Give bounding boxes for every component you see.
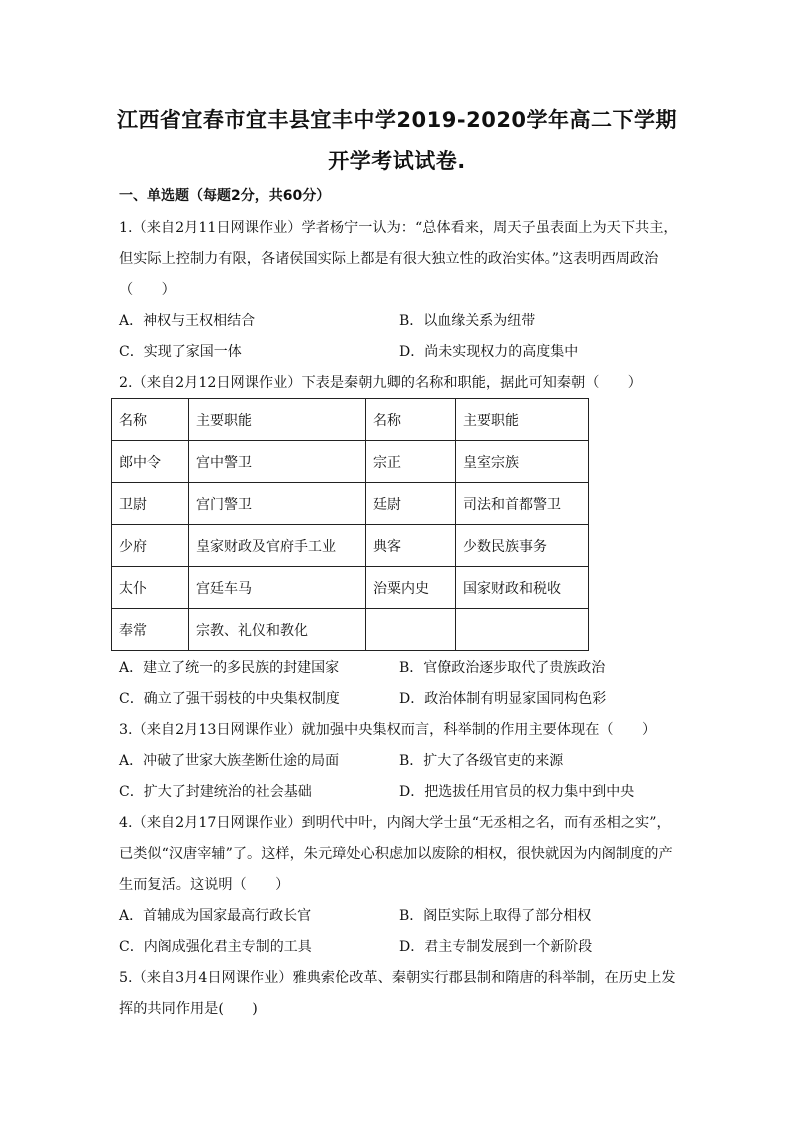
q5-stem-line2: 挥的共同作用是( ): [119, 1001, 258, 1017]
q2-option-a: A．建立了统一的多民族的封建国家: [119, 660, 340, 676]
q4-stem-line1: 4.（来自2月17日网课作业）到明代中叶，内阁大学士虽“无丞相之名，而有丞相之实”，: [119, 815, 671, 831]
table-cell: 宗教、礼仪和教化: [189, 609, 366, 651]
table-cell: 主要职能: [189, 399, 366, 441]
q2-option-b: B．官僚政治逐步取代了贵族政治: [399, 660, 606, 676]
q1-option-b: B．以血缘关系为纽带: [399, 313, 536, 329]
table-cell: 宫门警卫: [189, 483, 366, 525]
table-cell: 国家财政和税收: [456, 567, 589, 609]
table-row: [112, 441, 589, 483]
table-cell: 卫尉: [112, 483, 189, 525]
nine-ministers-table: [111, 398, 589, 651]
q4-option-d: D．君主专制发展到一个新阶段: [399, 939, 593, 955]
q1-stem-line3: （ ）: [119, 282, 176, 298]
table-cell: 司法和首都警卫: [456, 483, 589, 525]
table-cell: 治粟内史: [366, 567, 456, 609]
table-cell: 皇室宗族: [456, 441, 589, 483]
q3-option-d: D．把选拔任用官员的权力集中到中央: [399, 784, 635, 800]
table-row: [112, 525, 589, 567]
table-cell: 太仆: [112, 567, 189, 609]
section-heading: 一、单选题（每题2分，共60分）: [119, 188, 331, 204]
table-cell: 奉常: [112, 609, 189, 651]
q4-stem-line3: 生而复活。这说明（ ）: [119, 877, 290, 893]
q3-option-a: A．冲破了世家大族垄断仕途的局面: [119, 753, 340, 769]
table-cell: 宫廷车马: [189, 567, 366, 609]
table-cell: 郎中令: [112, 441, 189, 483]
table-cell: 名称: [366, 399, 456, 441]
q2-option-d: D．政治体制有明显家国同构色彩: [399, 691, 607, 707]
q1-option-c: C．实现了家国一体: [119, 344, 242, 360]
table-cell: 主要职能: [456, 399, 589, 441]
q3-option-b: B．扩大了各级官吏的来源: [399, 753, 564, 769]
q3-stem-line1: 3.（来自2月13日网课作业）就加强中央集权而言，科举制的作用主要体现在（ ）: [119, 722, 657, 738]
q2-stem-line1: 2.（来自2月12日网课作业）下表是秦朝九卿的名称和职能，据此可知秦朝（ ）: [119, 375, 642, 391]
table-cell: 名称: [112, 399, 189, 441]
table-cell: 少府: [112, 525, 189, 567]
q1-stem-line1: 1.（来自2月11日网课作业）学者杨宁一认为：“总体看来，周天子虽表面上为天下共主，: [119, 220, 678, 236]
table-row: [112, 399, 589, 441]
q4-option-c: C．内阁成强化君主专制的工具: [119, 939, 312, 955]
table-cell: 典客: [366, 525, 456, 567]
q1-stem-line2: 但实际上控制力有限，各诸侯国实际上都是有很大独立性的政治实体。”这表明西周政治: [119, 251, 659, 267]
q4-stem-line2: 已类似“汉唐宰辅”了。这样，朱元璋处心积虑加以废除的相权，很快就因为内阁制度的产: [119, 846, 673, 862]
exam-title-line2: 开学考试试卷.: [328, 149, 466, 173]
q5-stem-line1: 5.（来自3月4日网课作业）雅典索伦改革、秦朝实行郡县制和隋唐的科举制，在历史上发: [119, 970, 676, 986]
table-cell: 皇家财政及官府手工业: [189, 525, 366, 567]
table-cell: [456, 609, 589, 651]
q4-option-b: B．阁臣实际上取得了部分相权: [399, 908, 592, 924]
q1-option-a: A．神权与王权相结合: [119, 313, 256, 329]
q2-option-c: C．确立了强干弱枝的中央集权制度: [119, 691, 340, 707]
table-cell: 宗正: [366, 441, 456, 483]
table-cell: 宫中警卫: [189, 441, 366, 483]
table-row: [112, 567, 589, 609]
q4-option-a: A．首辅成为国家最高行政长官: [119, 908, 312, 924]
table-cell: [366, 609, 456, 651]
table-cell: 廷尉: [366, 483, 456, 525]
q1-option-d: D．尚未实现权力的高度集中: [399, 344, 579, 360]
table-row: [112, 609, 589, 651]
q3-option-c: C．扩大了封建统治的社会基础: [119, 784, 312, 800]
table-row: [112, 483, 589, 525]
table-cell: 少数民族事务: [456, 525, 589, 567]
exam-title-line1: 江西省宜春市宜丰县宜丰中学2019-2020学年高二下学期: [116, 108, 678, 132]
